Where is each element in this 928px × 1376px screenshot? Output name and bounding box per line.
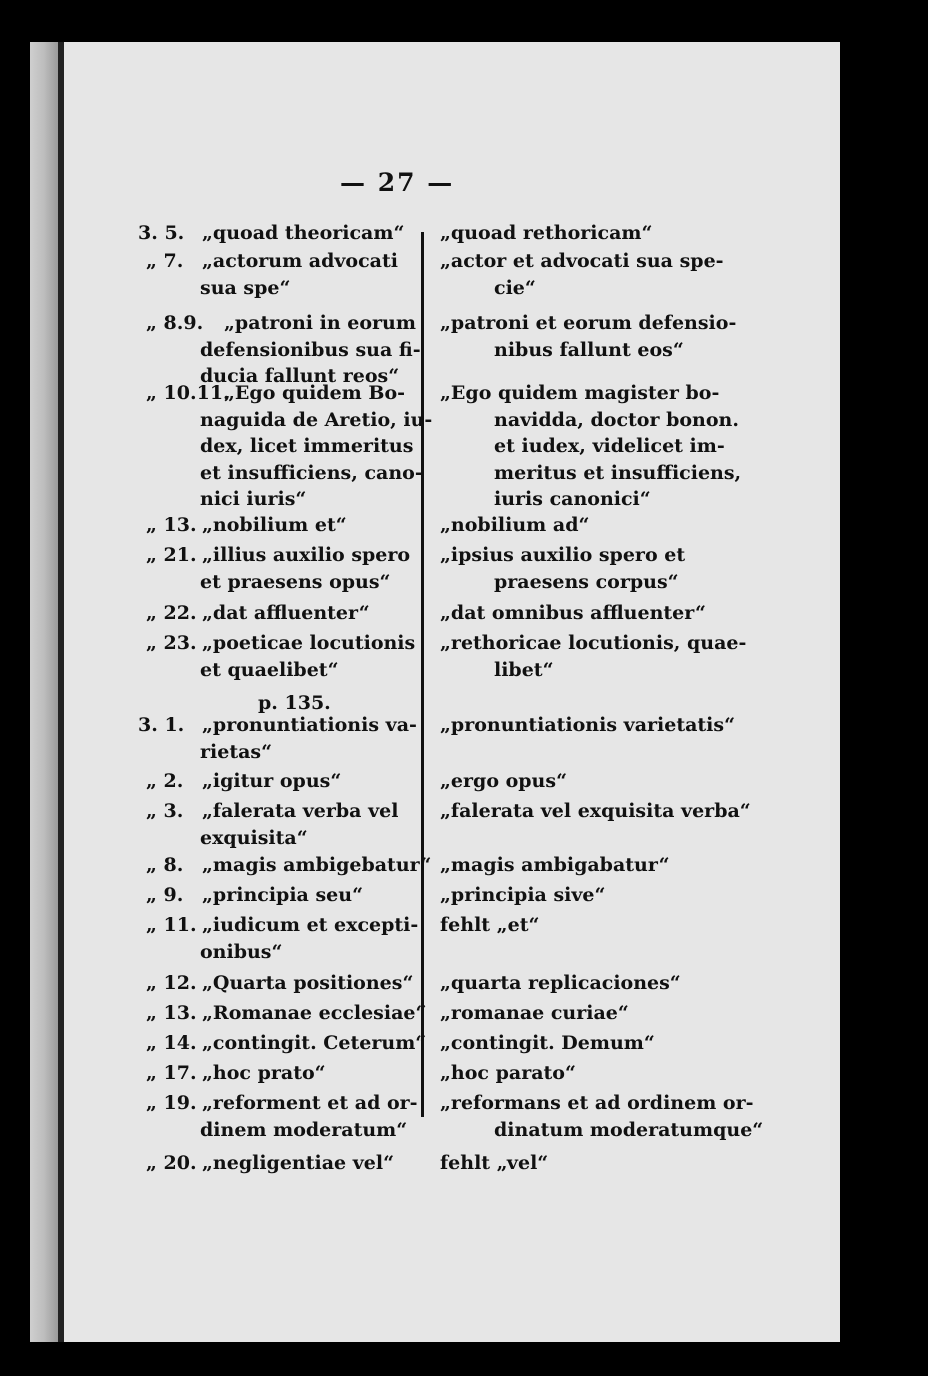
original-text-line: exquisita“ [200, 826, 308, 849]
line-reference: „ 19. [146, 1092, 197, 1114]
variant-text-line: et iudex, videlicet im- [494, 435, 725, 457]
original-text-line: sua spe“ [200, 276, 291, 299]
original-text-line: „quoad theoricam“ [202, 222, 405, 244]
original-text-line: „iudicum et excepti- [202, 914, 419, 936]
original-text-line: „reforment et ad or- [202, 1092, 418, 1114]
original-text-line: „pronuntiationis va- [202, 714, 417, 736]
line-reference: „ 20. [146, 1152, 197, 1174]
variant-text-line: „quoad rethoricam“ [440, 222, 653, 244]
variant-text-line: meritus et insufficiens, [494, 461, 742, 484]
original-text-line: et quaelibet“ [200, 658, 339, 681]
line-reference: „ 11. [146, 914, 197, 936]
line-reference: „ 9. [146, 884, 184, 906]
variant-text-line: „pronuntiationis varietatis“ [440, 714, 736, 736]
variant-text-line: „ergo opus“ [440, 770, 567, 792]
original-text-line: defensionibus sua fi- [200, 338, 421, 361]
variant-text-line: libet“ [494, 658, 554, 681]
original-text-line: „principia seu“ [202, 884, 363, 906]
original-text-line: dinem moderatum“ [200, 1118, 408, 1141]
variant-text-line: nibus fallunt eos“ [494, 338, 684, 361]
original-text-line: „Quarta positiones“ [202, 972, 414, 994]
original-text-line: onibus“ [200, 940, 283, 963]
original-text-line: naguida de Aretio, iu- [200, 408, 433, 431]
original-text-line: „contingit. Ceterum“ [202, 1032, 427, 1054]
original-text-line: „patroni in eorum [224, 312, 416, 334]
variant-text-line: „reformans et ad ordinem or- [440, 1092, 754, 1114]
original-text-line: „illius auxilio spero [202, 544, 411, 566]
original-text-line: „hoc prato“ [202, 1062, 326, 1084]
variant-text-line: „patroni et eorum defensio- [440, 312, 737, 334]
line-reference: „ 22. [146, 602, 197, 624]
original-text-line: „falerata verba vel [202, 800, 399, 822]
line-reference: „ 3. [146, 800, 184, 822]
page-edge [30, 42, 58, 1342]
original-text-line: „negligentiae vel“ [202, 1152, 395, 1174]
line-reference: „ 13. [146, 514, 197, 536]
line-reference: „ 8. [146, 854, 184, 876]
original-text-line: et insufficiens, cano- [200, 461, 423, 484]
line-reference: „ 12. [146, 972, 197, 994]
variant-text-line: „dat omnibus affluenter“ [440, 602, 706, 624]
variant-text-line: „contingit. Demum“ [440, 1032, 655, 1054]
line-reference: „ 17. [146, 1062, 197, 1084]
line-reference: „ 21. [146, 544, 197, 566]
line-reference: 3. 5. [138, 222, 185, 244]
page-number: — 27 — [340, 168, 455, 197]
variant-text-line: fehlt „vel“ [440, 1152, 549, 1174]
line-reference: „ 23. [146, 632, 197, 654]
page-fold [58, 42, 64, 1342]
variant-text-line: cie“ [494, 276, 536, 299]
line-reference: „ 7. [146, 250, 184, 272]
variant-text-line: „romanae curiae“ [440, 1002, 629, 1024]
original-text-line: ducia fallunt reos“ [200, 365, 400, 387]
line-reference: 3. 1. [138, 714, 185, 736]
original-text-line: „actorum advocati [202, 250, 398, 272]
variant-text-line: dinatum moderatumque“ [494, 1118, 764, 1141]
variant-text-line: „ipsius auxilio spero et [440, 544, 686, 566]
original-text-line: „Ego quidem Bo- [224, 382, 406, 404]
variant-text-line: navidda, doctor bonon. [494, 408, 739, 431]
variant-text-line: „hoc parato“ [440, 1062, 576, 1084]
original-text-line: „poeticae locutionis [202, 632, 416, 654]
line-reference: „ 14. [146, 1032, 197, 1054]
variant-text-line: „rethoricae locutionis, quae- [440, 632, 747, 654]
original-text-line: „magis ambigebatur“ [202, 854, 432, 876]
variant-text-line: „quarta replicaciones“ [440, 972, 681, 994]
original-text-line: „dat affluenter“ [202, 602, 370, 624]
original-text-line: „nobilium et“ [202, 514, 347, 536]
original-text-line: rietas“ [200, 740, 273, 763]
line-reference: „ 8.9. [146, 312, 204, 334]
variant-text-line: „nobilium ad“ [440, 514, 590, 536]
original-text-line: „igitur opus“ [202, 770, 342, 792]
original-text-line: nici iuris“ [200, 488, 307, 510]
variant-text-line: „Ego quidem magister bo- [440, 382, 720, 404]
variant-text-line: „actor et advocati sua spe- [440, 250, 724, 272]
line-reference: „ 2. [146, 770, 184, 792]
variant-text-line: „falerata vel exquisita verba“ [440, 800, 751, 822]
variant-text-line: „principia sive“ [440, 884, 606, 906]
variant-text-line: praesens corpus“ [494, 570, 679, 593]
line-reference: „ 13. [146, 1002, 197, 1024]
original-text-line: et praesens opus“ [200, 570, 391, 593]
column-divider [421, 232, 424, 1117]
variant-text-line: „magis ambigabatur“ [440, 854, 670, 876]
page-reference-heading: p. 135. [258, 692, 331, 714]
variant-text-line: fehlt „et“ [440, 914, 540, 936]
original-text-line: dex, licet immeritus [200, 435, 414, 457]
original-text-line: „Romanae ecclesiae“ [202, 1002, 427, 1024]
variant-text-line: iuris canonici“ [494, 488, 651, 510]
line-reference: „ 10.11. [146, 382, 230, 404]
